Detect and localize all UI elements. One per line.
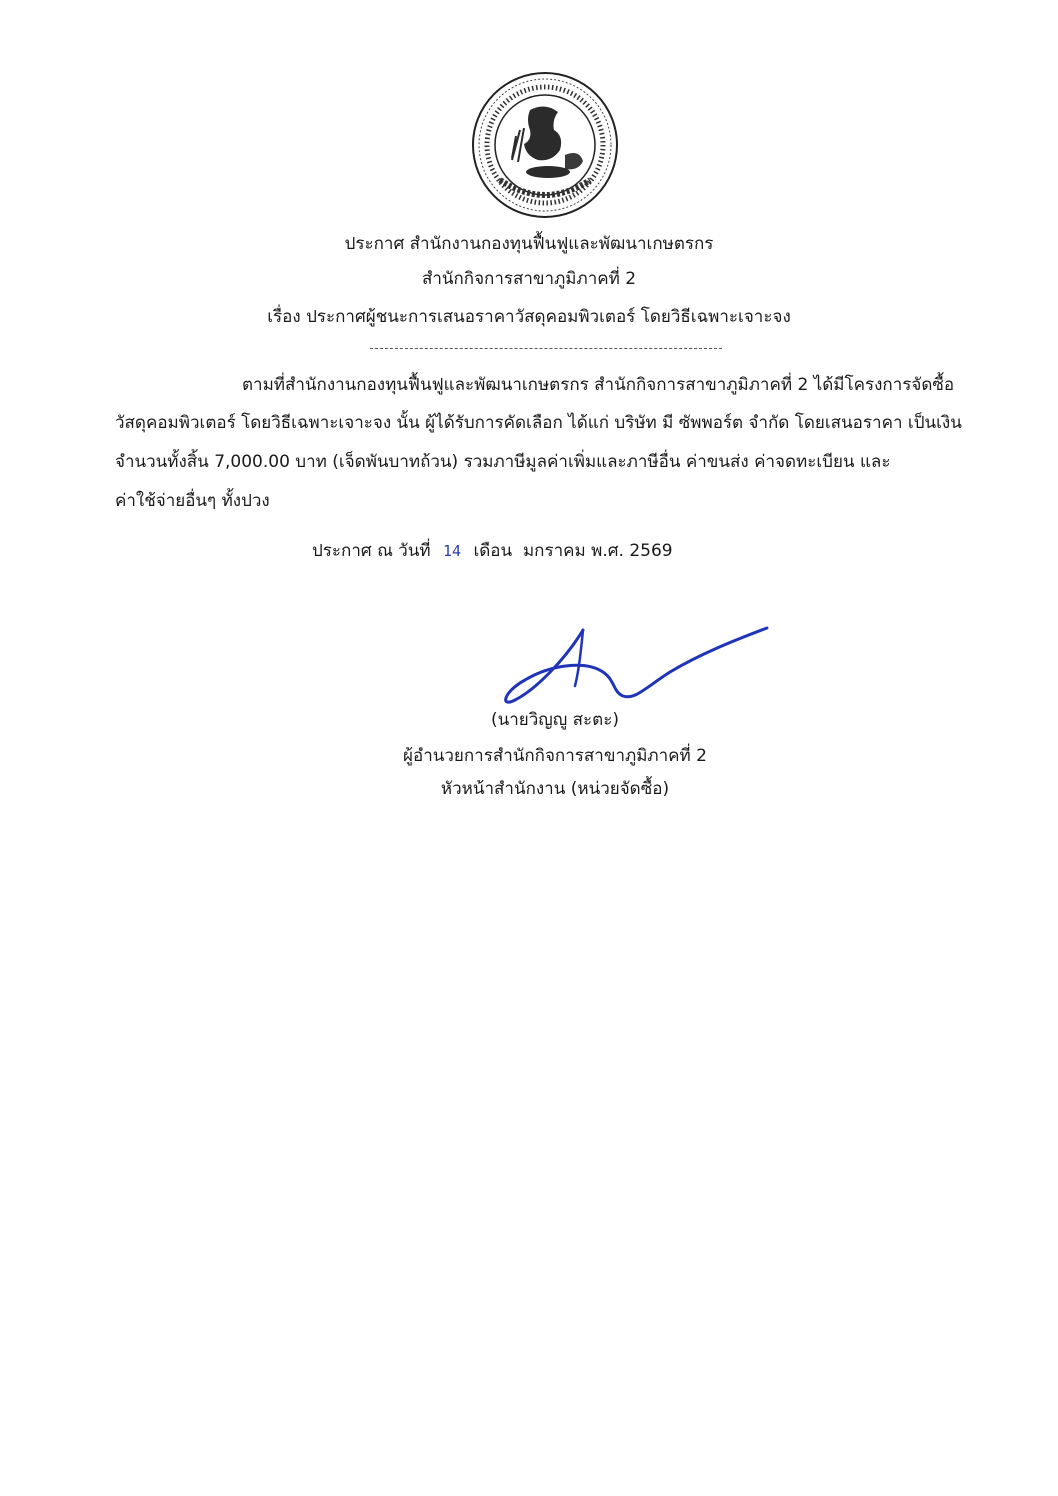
signatory-role: หัวหน้าสำนักงาน (หน่วยจัดซื้อ) <box>440 779 670 799</box>
body-paragraph-line-2: วัสดุคอมพิวเตอร์ โดยวิธีเฉพาะเจาะจง นั้น ผู้ได้รับการคัดเลือก ได้แก่ บริษัท มี ซัพพอร์ต จำกัด โดยเสนอราคา เป็นเงิน <box>115 413 962 433</box>
header-divider <box>370 348 722 349</box>
announcement-date <box>312 540 673 562</box>
body-paragraph-line-1: ตามที่สำนักงานกองทุนฟื้นฟูและพัฒนาเกษตรกร สำนักกิจการสาขาภูมิภาคที่ 2 ได้มีโครงการจัดซื้อ <box>242 375 955 395</box>
announcement-title: ประกาศ สำนักงานกองทุนฟื้นฟูและพัฒนาเกษตรกร <box>344 234 714 254</box>
date-era: พ.ศ. <box>591 541 624 561</box>
body-paragraph-line-3: จำนวนทั้งสิ้น 7,000.00 บาท (เจ็ดพันบาทถ้วน) รวมภาษีมูลค่าเพิ่มและภาษีอื่น ค่าขนส่ง ค่าจดทะเบียน และ <box>115 452 891 472</box>
subject-line: เรื่อง ประกาศผู้ชนะการเสนอราคาวัสดุคอมพิวเตอร์ โดยวิธีเฉพาะเจาะจง <box>267 307 791 327</box>
date-prefix: ประกาศ ณ วันที่ <box>312 541 431 561</box>
date-month-label: เดือน <box>473 541 513 561</box>
signatory-name: (นายวิญญู สะตะ) <box>491 710 619 730</box>
signature-icon <box>495 620 775 720</box>
body-paragraph-line-4: ค่าใช้จ่ายอื่นๆ ทั้งปวง <box>115 491 270 511</box>
date-month: มกราคม <box>522 541 586 561</box>
date-year: 2569 <box>629 541 673 561</box>
date-day-handwritten: 14 <box>443 542 462 560</box>
signatory-position: ผู้อำนวยการสำนักกิจการสาขาภูมิภาคที่ 2 <box>403 746 707 766</box>
agency-seal-icon <box>470 70 620 220</box>
office-name: สำนักกิจการสาขาภูมิภาคที่ 2 <box>421 269 637 289</box>
